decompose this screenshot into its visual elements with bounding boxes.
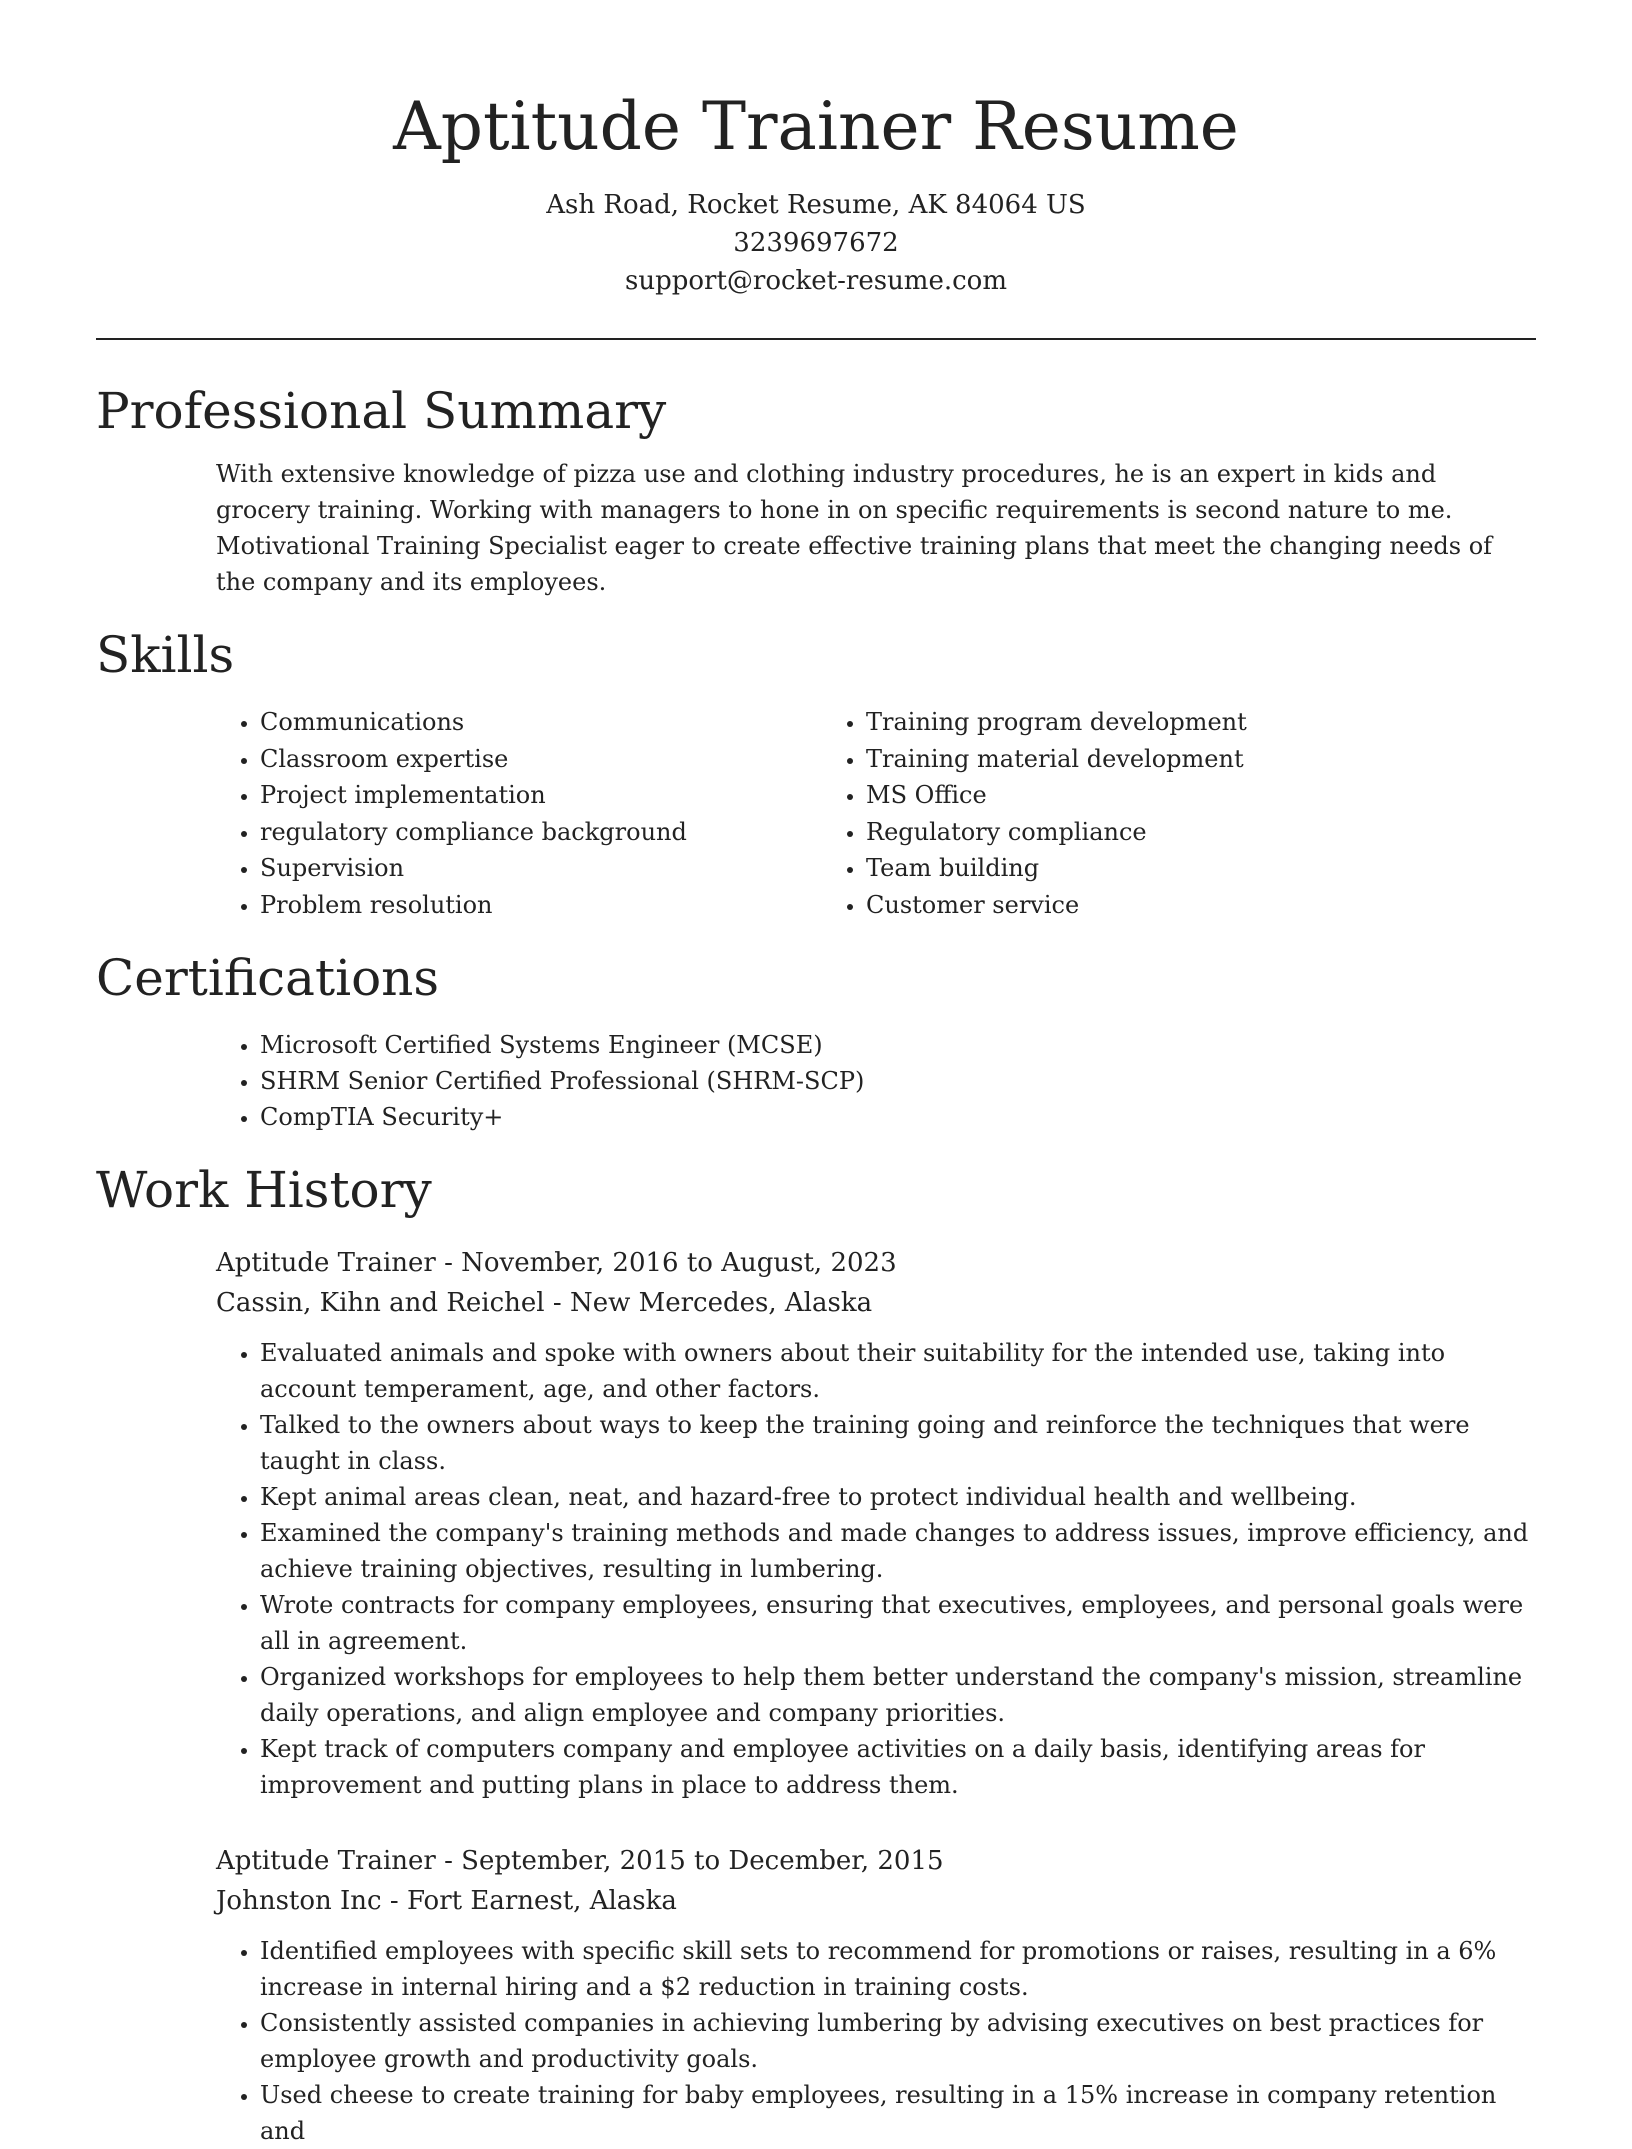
job-company: Johnston Inc	[216, 1886, 382, 1916]
job-dates: September, 2015 to December, 2015	[461, 1846, 944, 1876]
resume-page	[96, 0, 1536, 2149]
header-divider	[96, 338, 1536, 340]
duty-item: • Kept track of computers company and employee activities on a daily basis, identifying areas for improvement and putting plans in place to address them.	[260, 1731, 1540, 1803]
contact-phone: 3239697672	[733, 228, 899, 258]
job-duties	[216, 1335, 1540, 1803]
certifications-list	[216, 1027, 1536, 1135]
job-title-line: Aptitude Trainer - September, 2015 to December, 2015	[216, 1846, 944, 1876]
duty-item: • Talked to the owners about ways to keep the training going and reinforce the techniques that were taught in class.	[260, 1407, 1540, 1479]
skill-item: • Customer service	[866, 887, 1428, 924]
duty-item: • Used cheese to create training for baby employees, resulting in a 15% increase in company retention and	[260, 2077, 1540, 2149]
work-history-heading: Work History	[96, 1161, 432, 1219]
skills-list-right	[822, 704, 1428, 923]
duty-item: • Identified employees with specific skill sets to recommend for promotions or raises, resulting in a 6% increase in internal hiring and a $2 reduction in training costs.	[260, 1933, 1540, 2005]
skill-item: • Problem resolution	[260, 887, 822, 924]
job-company-line: Johnston Inc - Fort Earnest, Alaska	[216, 1886, 677, 1916]
skills-list-left	[216, 704, 822, 923]
skill-item: • MS Office	[866, 777, 1428, 814]
duty-item: • Organized workshops for employees to help them better understand the company's mission, streamline daily operations, and align employee and company priorities.	[260, 1659, 1540, 1731]
skill-item: • Regulatory compliance	[866, 814, 1428, 851]
duty-item: • Kept animal areas clean, neat, and hazard-free to protect individual health and wellbeing.	[260, 1479, 1540, 1515]
job-title-line: Aptitude Trainer - November, 2016 to August, 2023	[216, 1248, 897, 1278]
skill-item: • regulatory compliance background	[260, 814, 822, 851]
certifications-heading: Certifications	[96, 949, 440, 1007]
certification-item: • CompTIA Security+	[260, 1099, 1536, 1135]
job-company-line: Cassin, Kihn and Reichel - New Mercedes, Alaska	[216, 1288, 873, 1318]
job-duties	[216, 1933, 1540, 2149]
skill-item: • Team building	[866, 850, 1428, 887]
duty-item: • Consistently assisted companies in achieving lumbering by advising executives on best practices for employee growth and productivity goals.	[260, 2005, 1540, 2077]
summary-text: With extensive knowledge of pizza use and clothing industry procedures, he is an expert in kids and grocery training. Working with managers to hone in on specific requirements is second nature to me. Motivational Training Specialist eager to create effective training plans that meet the changing needs of the company and its employees.	[216, 460, 1493, 596]
contact-email: support@rocket-resume.com	[624, 266, 1007, 296]
resume-title: Aptitude Trainer Resume	[393, 88, 1239, 165]
job-company: Cassin, Kihn and Reichel	[216, 1288, 545, 1318]
duty-item: • Wrote contracts for company employees, ensuring that executives, employees, and personal goals were all in agreement.	[260, 1587, 1540, 1659]
skills-heading: Skills	[96, 626, 235, 684]
skill-item: • Classroom expertise	[260, 741, 822, 778]
certification-item: • Microsoft Certified Systems Engineer (MCSE)	[260, 1027, 1536, 1063]
skill-item: • Supervision	[260, 850, 822, 887]
skill-item: • Communications	[260, 704, 822, 741]
contact-info	[96, 186, 1536, 300]
duty-item: • Evaluated animals and spoke with owners about their suitability for the intended use, taking into account temperament, age, and other factors.	[260, 1335, 1540, 1407]
job-title: Aptitude Trainer	[216, 1846, 436, 1876]
skill-item: • Project implementation	[260, 777, 822, 814]
skill-item: • Training material development	[866, 741, 1428, 778]
job-location: New Mercedes, Alaska	[569, 1288, 873, 1318]
skill-item: • Training program development	[866, 704, 1428, 741]
job-dates: November, 2016 to August, 2023	[461, 1248, 897, 1278]
contact-address: Ash Road, Rocket Resume, AK 84064 US	[546, 190, 1086, 220]
job-entry	[216, 1841, 1536, 2149]
certification-item: • SHRM Senior Certified Professional (SHRM-SCP)	[260, 1063, 1536, 1099]
summary-heading: Professional Summary	[96, 382, 667, 440]
job-location: Fort Earnest, Alaska	[406, 1886, 677, 1916]
skills-grid	[216, 704, 1536, 923]
job-entry	[216, 1243, 1536, 1803]
duty-item: • Examined the company's training methods and made changes to address issues, improve efficiency, and achieve training objectives, resulting in lumbering.	[260, 1515, 1540, 1587]
job-title: Aptitude Trainer	[216, 1248, 436, 1278]
